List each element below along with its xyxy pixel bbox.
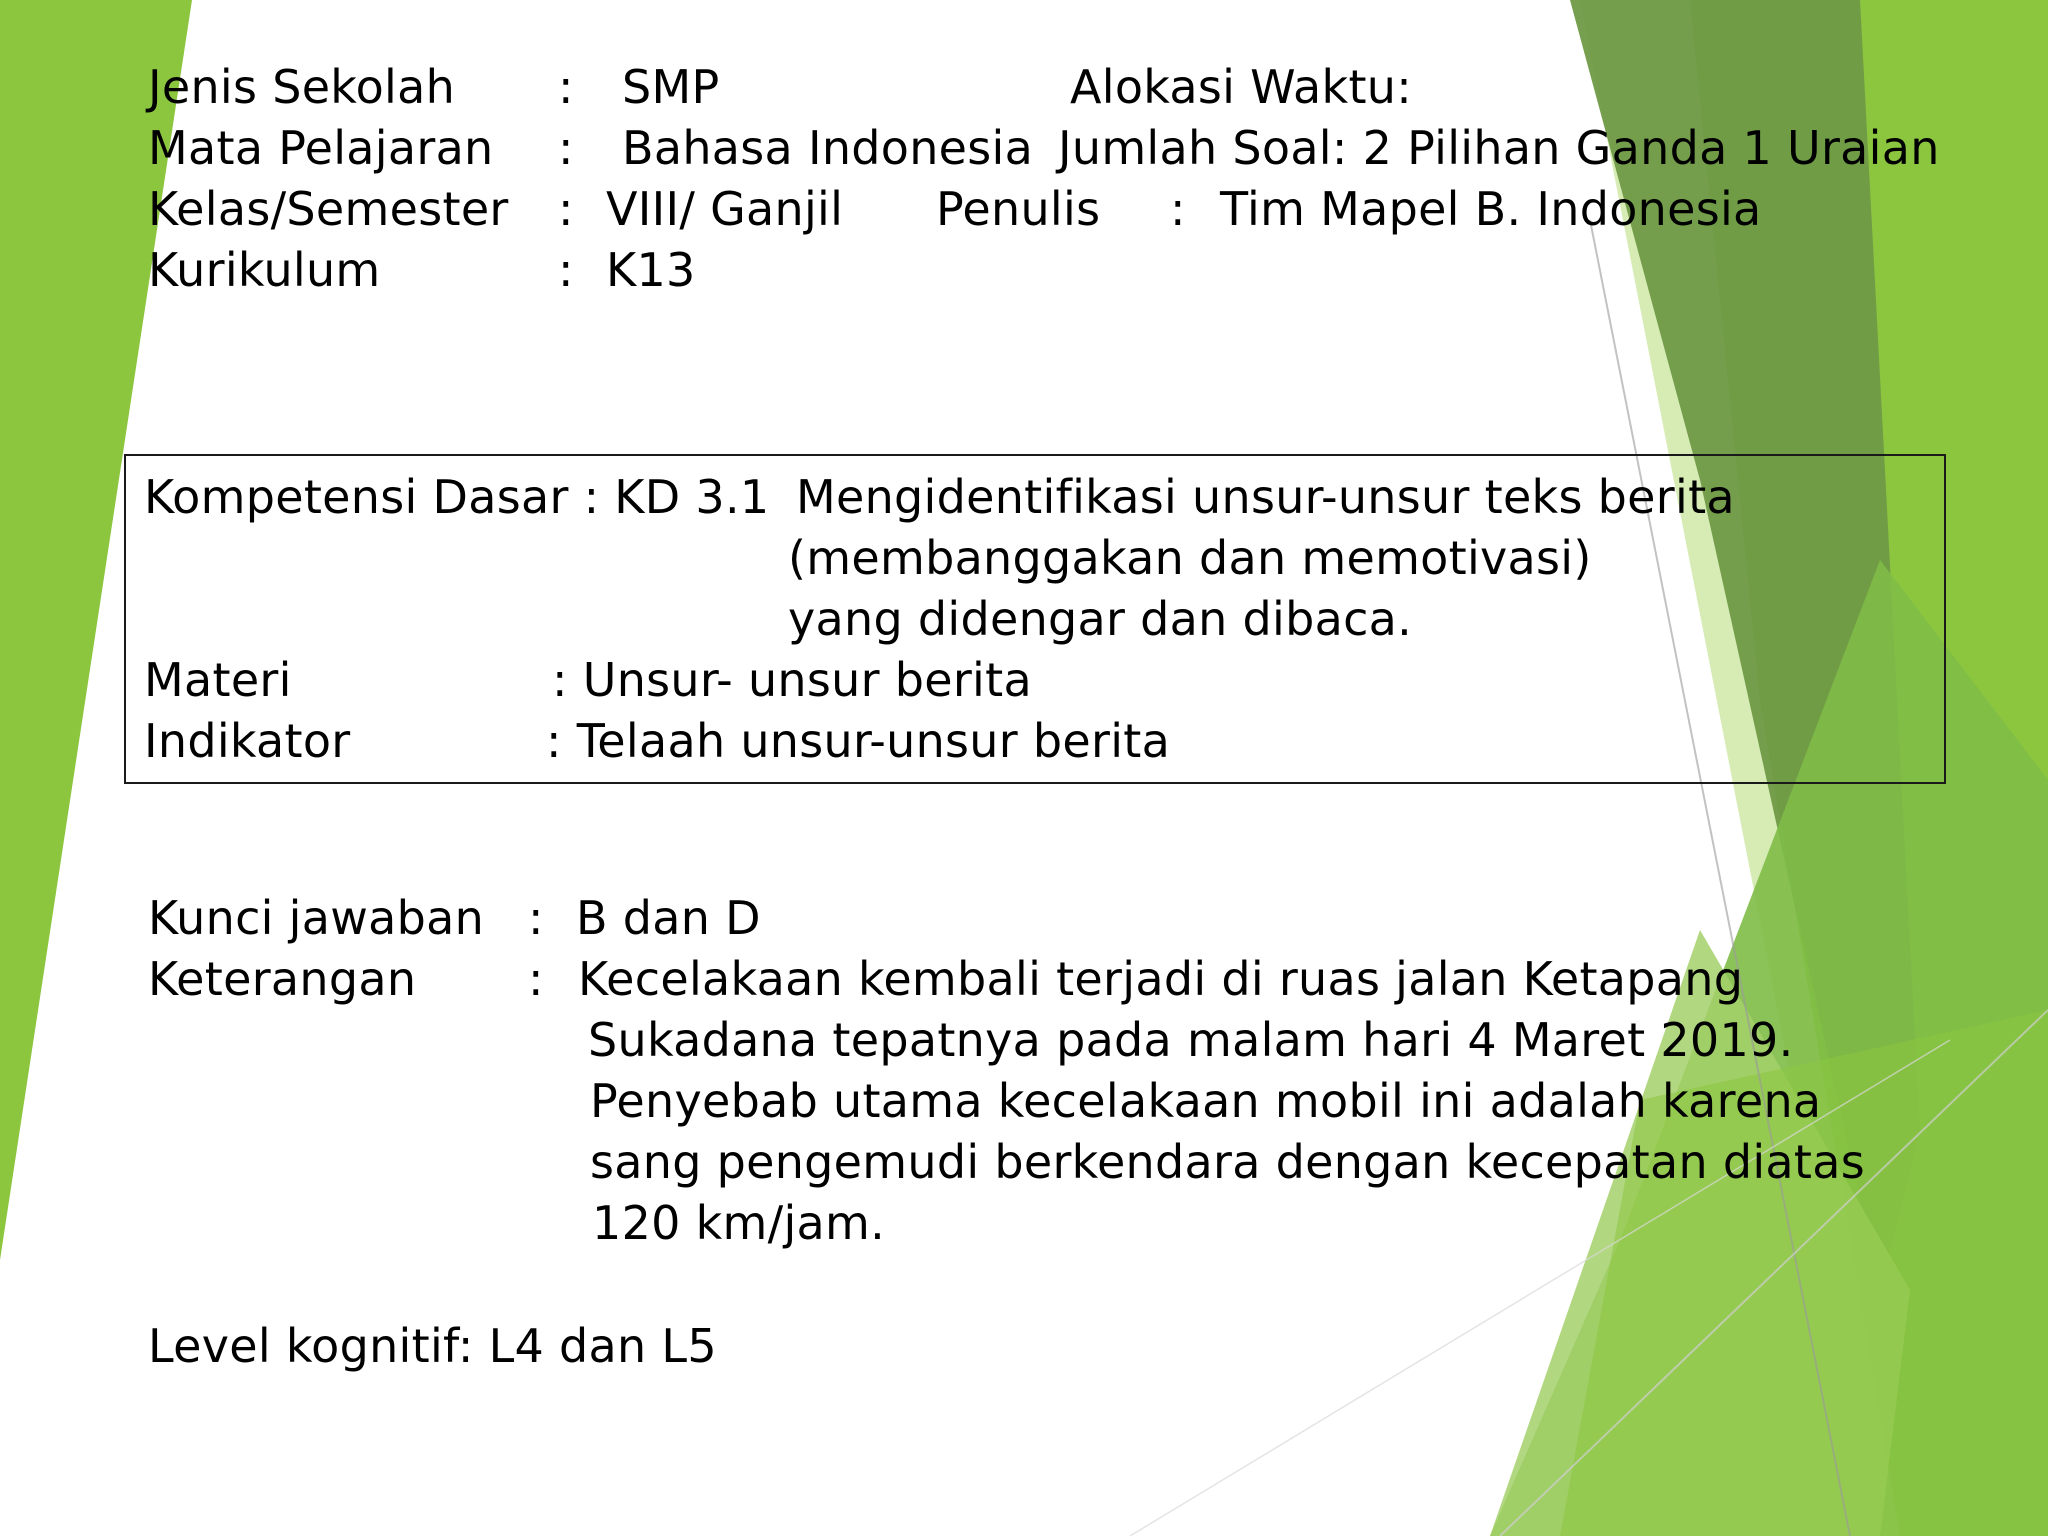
kelas-semester-label: Kelas/Semester: [148, 182, 509, 236]
jenis-sekolah-label: Jenis Sekolah: [148, 60, 456, 114]
kelas-semester-value: VIII/ Ganjil: [606, 182, 844, 236]
keterangan-line-2: Sukadana tepatnya pada malam hari 4 Maret 2019.: [588, 1013, 1794, 1067]
kurikulum-value: K13: [606, 243, 696, 297]
kompetensi-dasar-line-1: Mengidentifikasi unsur-unsur teks berita: [796, 470, 1735, 524]
colon: :: [558, 121, 574, 175]
keterangan-line-3: Penyebab utama kecelakaan mobil ini adalah karena: [590, 1074, 1822, 1128]
mata-pelajaran-value: Bahasa Indonesia: [622, 121, 1034, 175]
materi-label: Materi: [144, 653, 292, 707]
penulis-label: Penulis: [936, 182, 1101, 236]
keterangan-line-5: 120 km/jam.: [592, 1196, 886, 1250]
keterangan-line-4: sang pengemudi berkendara dengan kecepatan diatas: [590, 1135, 1865, 1189]
kompetensi-dasar-label: Kompetensi Dasar : KD 3.1: [144, 470, 770, 524]
colon: :: [1170, 182, 1186, 236]
mata-pelajaran-label: Mata Pelajaran: [148, 121, 494, 175]
kurikulum-label: Kurikulum: [148, 243, 381, 297]
kunci-jawaban-label: Kunci jawaban: [148, 891, 485, 945]
level-kognitif: Level kognitif: L4 dan L5: [148, 1319, 717, 1373]
alokasi-waktu-label: Alokasi Waktu:: [1070, 60, 1413, 114]
kompetensi-dasar-line-3: yang didengar dan dibaca.: [788, 592, 1413, 646]
materi-value: : Unsur- unsur berita: [552, 653, 1032, 707]
indikator-label: Indikator: [144, 714, 351, 768]
colon: :: [528, 952, 544, 1006]
colon: :: [558, 60, 574, 114]
jumlah-soal: Jumlah Soal: 2 Pilihan Ganda 1 Uraian: [1058, 121, 1940, 175]
keterangan-line-1: Kecelakaan kembali terjadi di ruas jalan Ketapang: [578, 952, 1744, 1006]
penulis-value: Tim Mapel B. Indonesia: [1220, 182, 1762, 236]
jenis-sekolah-value: SMP: [622, 60, 720, 114]
colon: :: [528, 891, 544, 945]
indikator-value: : Telaah unsur-unsur berita: [546, 714, 1171, 768]
colon: :: [558, 182, 574, 236]
keterangan-label: Keterangan: [148, 952, 417, 1006]
colon: :: [558, 243, 574, 297]
kunci-jawaban-value: B dan D: [576, 891, 761, 945]
kompetensi-dasar-line-2: (membanggakan dan memotivasi): [788, 531, 1592, 585]
